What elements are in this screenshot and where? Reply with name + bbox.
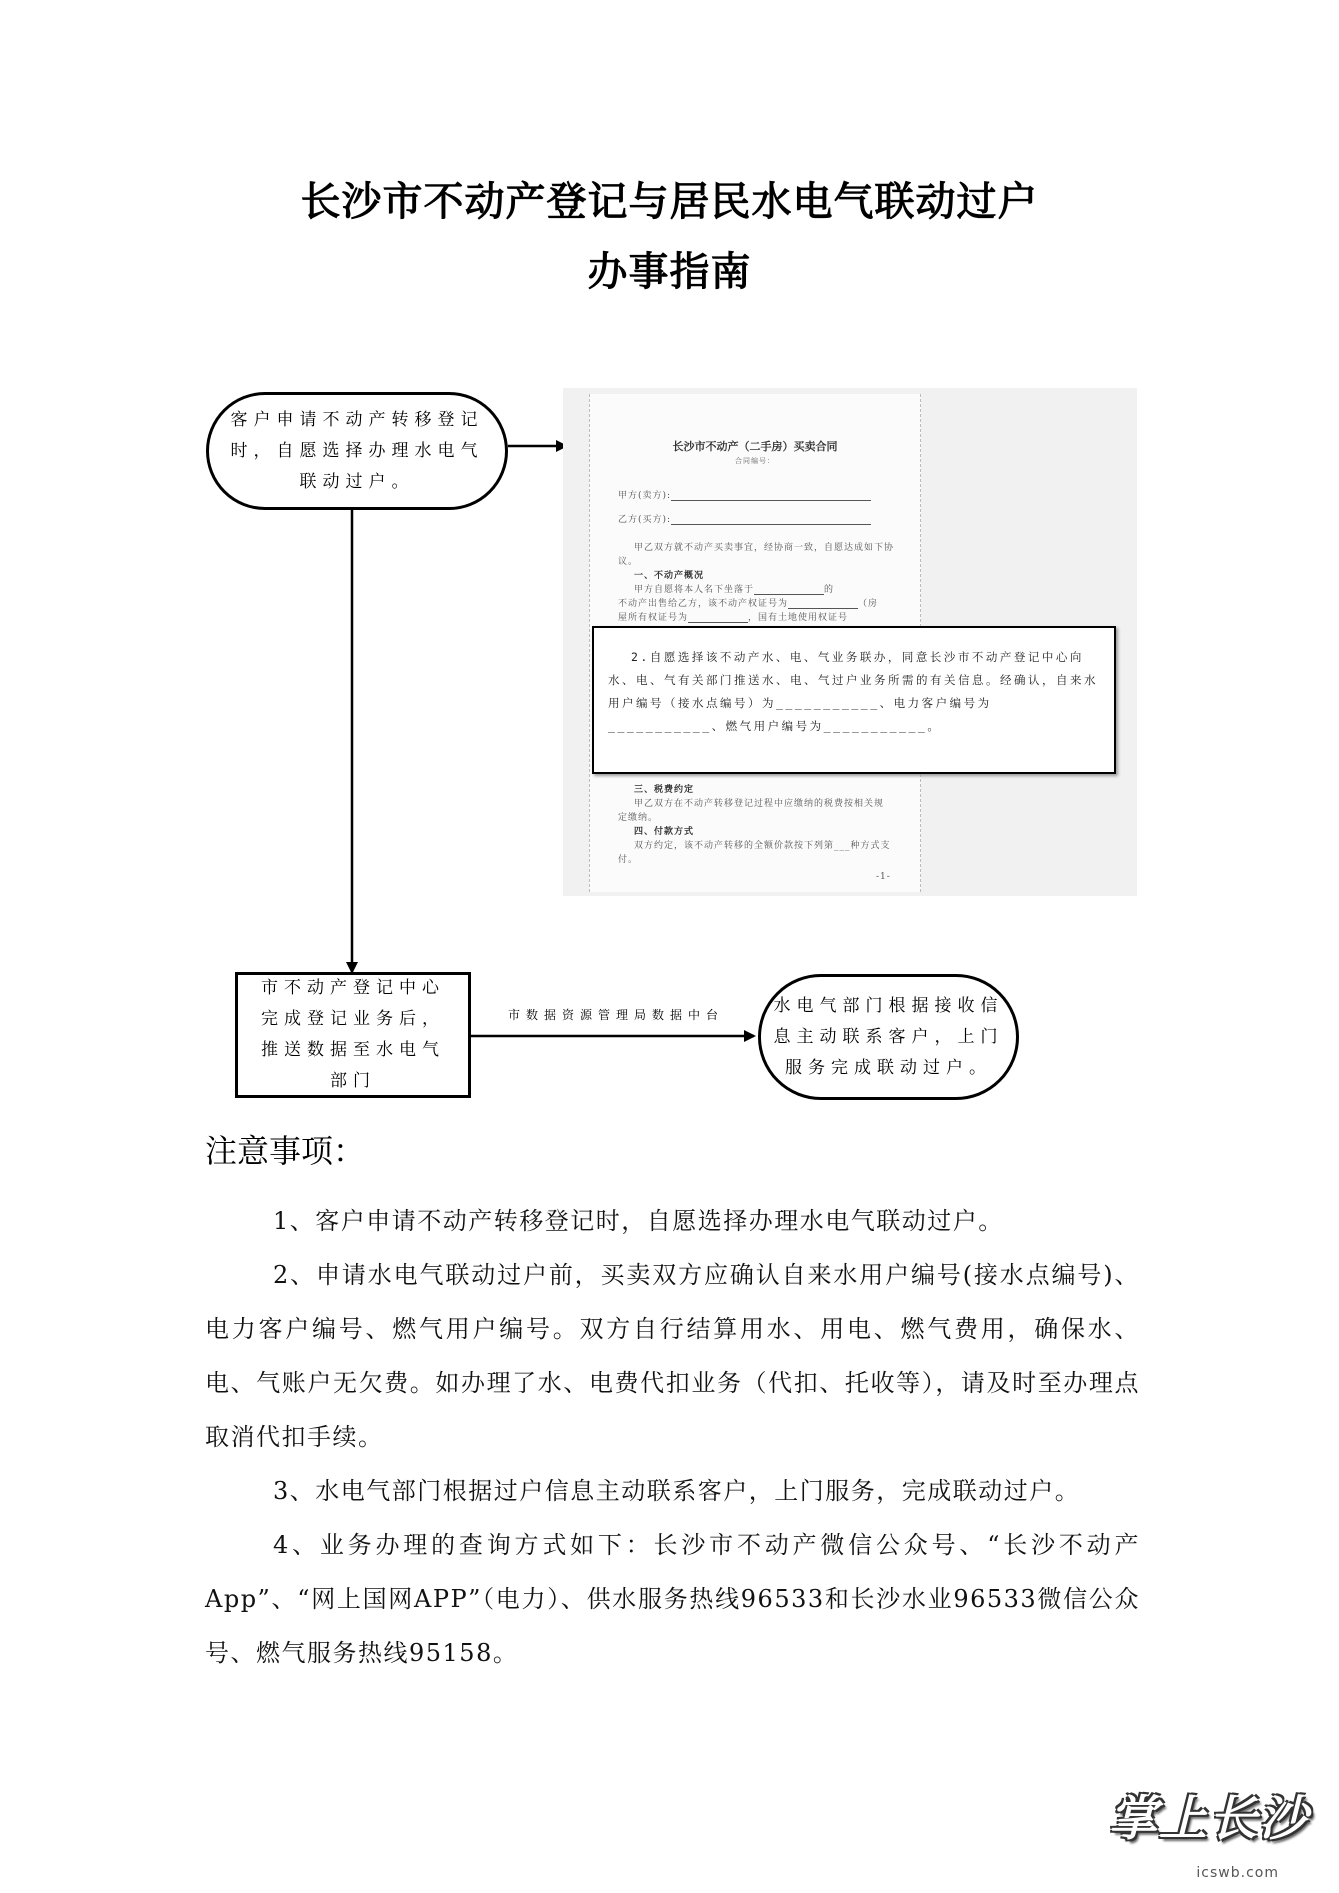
contract-section-3: 三、税费约定	[634, 785, 695, 795]
watermark-logo: 掌上长沙	[1108, 1791, 1309, 1847]
flow-utility-text: 水电气部门根据接收信息主动联系客户，上门服务完成联动过户。	[773, 995, 1004, 1078]
note-item-2: 2、申请水电气联动过户前，买卖双方应确认自来水用户编号(接水点编号)、电力客户编号、燃气用户编号。双方自行结算用水、用电、燃气费用，确保水、电、气账户无欠费。如办理了水、电费代扣业务（代扣、托收等），请及时至办理点取消代扣手续。	[205, 1261, 1140, 1451]
contract-intro: 甲乙双方就不动产买卖事宜，经协商一致，自愿达成如下协	[634, 543, 895, 553]
contract-intro2: 议。	[618, 557, 639, 567]
page-title: 长沙市不动产登记与居民水电气联动过户	[300, 178, 1039, 225]
contract-page-number: -1-	[876, 872, 891, 882]
contract-line-1: 甲方自愿将本人名下坐落于 的	[634, 585, 835, 595]
contract-party-b: 乙方(买方):	[618, 512, 871, 525]
contract-section-1: 一、不动产概况	[634, 571, 705, 581]
contract-line-2: 不动产出售给乙方，该不动产权证号为 （房	[618, 599, 879, 609]
page-subtitle: 办事指南	[587, 248, 752, 295]
contract-callout	[592, 626, 1116, 774]
contract-section-4: 四、付款方式	[634, 827, 695, 837]
flow-registration-text: 市不动产登记中心完成登记业务后，推送数据至水电气部门	[261, 978, 445, 1091]
flow-start-text: 客户申请不动产转移登记时，自愿选择办理水电气联动过户。	[230, 409, 484, 492]
contract-number-label: 合同编号：	[735, 457, 775, 465]
contract-line-7: 双方约定，该不动产转移的全额价款按下列第___种方式支	[634, 841, 891, 851]
notes-heading: 注意事项：	[205, 1132, 366, 1170]
flow-start-node	[206, 392, 508, 510]
contract-line-6: 定缴纳。	[618, 813, 659, 823]
contract-line-5: 甲乙双方在不动产转移登记过程中应缴纳的税费按相关规	[634, 799, 885, 809]
flow-registration-node	[235, 972, 471, 1098]
watermark-url: icswb.com	[1196, 1865, 1279, 1881]
contract-title: 长沙市不动产（二手房）买卖合同	[672, 440, 838, 453]
note-item-4: 4、业务办理的查询方式如下：长沙市不动产微信公众号、“长沙不动产App”、“网上国网APP”（电力）、供水服务热线96533和长沙水业96533微信公众号、燃气服务热线95158。	[205, 1531, 1140, 1667]
contract-line-3: 屋所有权证号为 ，国有土地使用权证号	[618, 613, 849, 623]
contract-callout-text: 2.自愿选择该不动产水、电、气业务联办，同意长沙市不动产登记中心向水、电、气有关部门推送水、电、气过户业务所需的有关信息。经确认，自来水用户编号（接水点编号）为___________、电力客户编号为___________、燃气用户编号为___________。	[608, 650, 1098, 733]
note-item-1: 1、客户申请不动产转移登记时，自愿选择办理水电气联动过户。	[273, 1207, 1004, 1235]
contract-line-8: 付。	[618, 855, 639, 865]
flow-data-platform-label: 市数据资源管理局数据中台	[508, 1008, 725, 1022]
contract-party-a: 甲方(卖方):	[618, 488, 871, 501]
flow-utility-node	[758, 974, 1019, 1100]
note-item-3: 3、水电气部门根据过户信息主动联系客户，上门服务，完成联动过户。	[273, 1477, 1081, 1505]
